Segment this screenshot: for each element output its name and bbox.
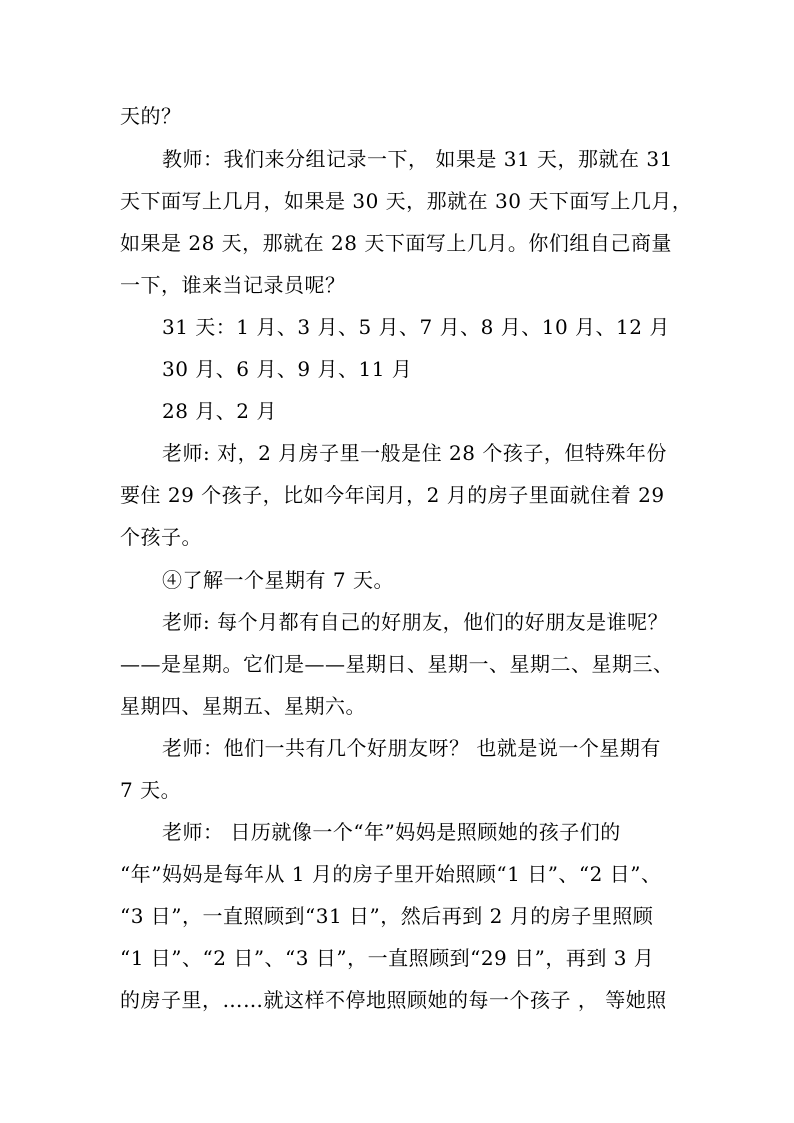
text-line: 老师: 对，2 月房子里一般是住 28 个孩子，但特殊年份 — [162, 441, 667, 465]
text-line: 的房子里，……就这样不停地照顾她的每一个孩子 ， 等她照 — [120, 988, 667, 1012]
text-line: 28 月、2 月 — [162, 399, 277, 423]
text-line: 一下，谁来当记录员呢？ — [120, 273, 346, 297]
text-line: 老师: 每个月都有自己的好朋友，他们的好朋友是谁呢？ — [162, 610, 669, 634]
text-line: “年”妈妈是每年从 1 月的房子里开始照顾“1 日”、“2 日”、 — [120, 862, 662, 886]
text-line: 如果是 28 天，那就在 28 天下面写上几月。你们组自己商量 — [120, 231, 672, 255]
text-line: 天的？ — [120, 104, 182, 128]
text-line: ④了解一个星期有 7 天。 — [162, 568, 394, 592]
text-line: 老师：他们一共有几个好朋友呀？ 也就是说一个星期有 — [162, 736, 661, 760]
text-line: 星期四、星期五、星期六。 — [120, 694, 366, 718]
text-line: “1 日”、“2 日”、“3 日”，一直照顾到“29 日”，再到 3 月 — [120, 946, 655, 970]
text-line: 教师：我们来分组记录一下， 如果是 31 天，那就在 31 — [162, 147, 673, 171]
text-line: “3 日”，一直照顾到“31 日”，然后再到 2 月的房子里照顾 — [120, 904, 654, 928]
text-line: 30 月、6 月、9 月、11 月 — [162, 357, 413, 381]
text-line: 个孩子。 — [120, 525, 202, 549]
text-line: ——是星期。它们是——星期日、星期一、星期二、星期三、 — [120, 652, 674, 676]
text-line: 31 天：1 月、3 月、5 月、7 月、8 月、10 月、12 月 — [162, 315, 670, 339]
text-line: 天下面写上几月，如果是 30 天，那就在 30 天下面写上几月， — [120, 189, 693, 213]
text-line: 要住 29 个孩子，比如今年闰月，2 月的房子里面就住着 29 — [120, 483, 665, 507]
text-line: 7 天。 — [120, 778, 182, 802]
text-line: 老师： 日历就像一个“年”妈妈是照顾她的孩子们的 — [162, 820, 621, 844]
